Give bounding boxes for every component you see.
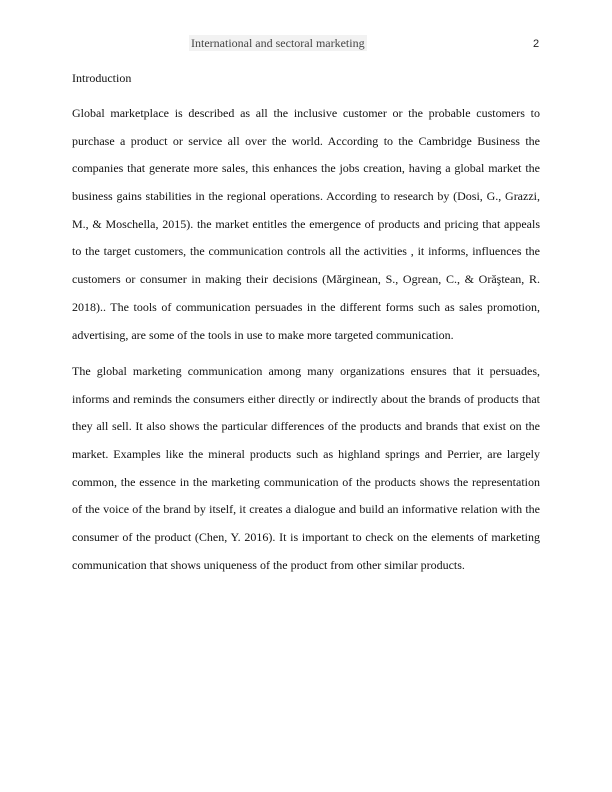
page-number: 2: [533, 38, 540, 50]
text-line: to the target customers, the communication controls all the activities , it informs, influences the: [72, 244, 540, 259]
text-line: purchase a product or service all over the world. According to the Cambridge Business the: [72, 133, 540, 148]
text-line: of the voice of the brand by itself, it creates a dialogue and build an informative relation with the: [72, 502, 540, 517]
text-line: advertising, are some of the tools in use to make more targeted communication.: [72, 327, 454, 342]
running-header: International and sectoral marketing: [191, 36, 365, 50]
text-line: The global marketing communication among many organizations ensures that it persuades,: [72, 364, 540, 378]
text-line: informs and reminds the consumers either directly or indirectly about the brands of products that: [72, 391, 540, 406]
text-line: market. Examples like the mineral products such as highland springs and Perrier, are largely: [72, 447, 540, 462]
text-line: consumer of the product (Chen, Y. 2016). It is important to check on the elements of marketing: [72, 530, 540, 545]
text-line: they all sell. It also shows the particular differences of the products and brands that exist on the: [72, 419, 540, 434]
text-line: companies that generate more sales, this enhances the jobs creation, having a global market the: [72, 161, 540, 176]
text-line: 2018).. The tools of communication persuades in the different forms such as sales promotion,: [72, 299, 540, 314]
paragraph-1: [72, 105, 540, 354]
paragraph-2: [72, 363, 540, 585]
text-line: M., & Moschella, 2015). the market entitles the emergence of products and pricing that appeals: [72, 216, 540, 231]
text-line: business gains stabilities in the regional operations. According to research by (Dosi, G., Grazzi,: [72, 189, 540, 204]
text-line: Global marketplace is described as all the inclusive customer or the probable customers to: [72, 106, 540, 120]
section-heading: Introduction: [72, 71, 132, 85]
text-line: common, the essence in the marketing communication of the products shows the representation: [72, 474, 540, 489]
text-line: communication that shows uniqueness of the product from other similar products.: [72, 557, 465, 572]
text-line: customers or consumer in making their decisions (Mărginean, S., Ogrean, C., & Orăştean, R.: [72, 272, 540, 287]
